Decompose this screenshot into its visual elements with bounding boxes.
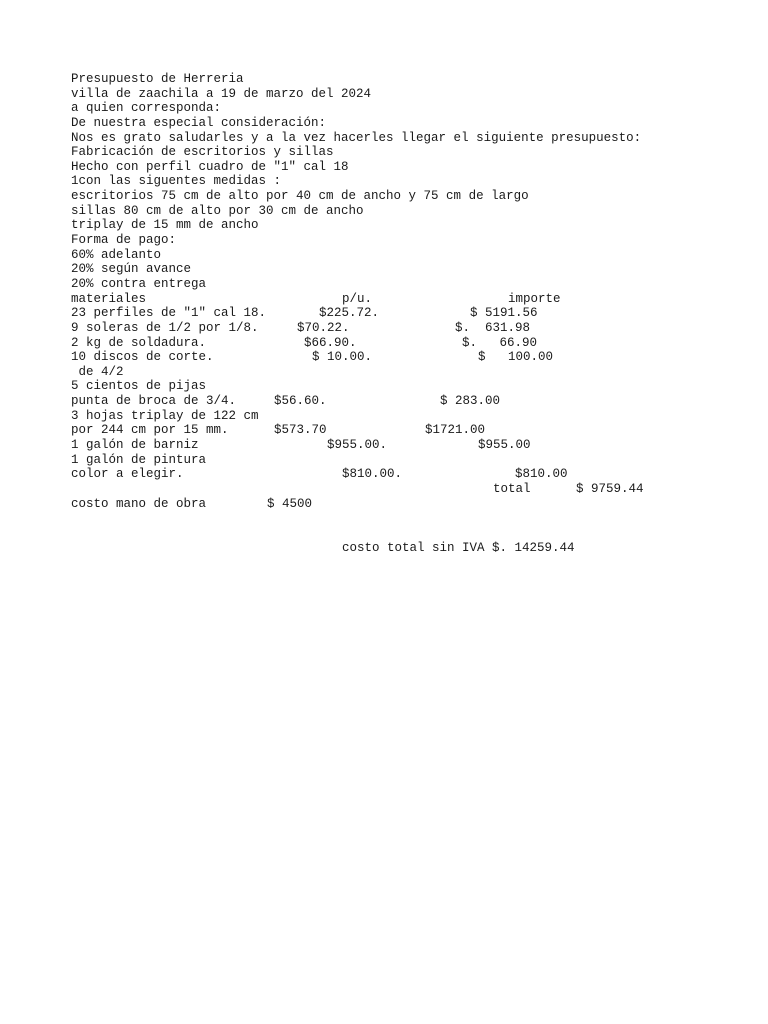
row-unit-price: $66.90. [304,335,357,350]
labor-value: $ 4500 [267,496,313,511]
table-row [71,379,731,394]
labor-label: costo mano de obra [71,496,207,511]
row-item: 1 galón de barniz [71,438,199,453]
row-unit-price: $ 10.00. [312,350,373,365]
row-item: 3 hojas triplay de 122 cm [71,408,259,423]
row-amount: $ 5191.56 [470,306,538,321]
labor-row [71,497,731,512]
payment-heading: Forma de pago: [71,233,177,248]
intro-line: Nos es grato saludarles y a la vez hacerles llegar el siguiente presupuesto: [71,130,642,145]
table-row [71,321,731,336]
row-unit-price: $70.22. [297,320,350,335]
table-row [71,350,731,365]
row-item: 1 galón de pintura [71,452,207,467]
table-row [71,365,731,380]
chair-measures: sillas 80 cm de alto por 30 cm de ancho [71,203,364,218]
table-row [71,438,731,453]
row-item: 10 discos de corte. [71,350,214,365]
row-unit-price: $56.60. [274,394,327,409]
row-amount: $1721.00 [425,423,486,438]
col-header-amount: importe [508,291,561,306]
table-row [71,394,731,409]
grand-total-row [71,541,731,556]
payment-term-2: 20% según avance [71,262,192,277]
payment-term-3: 20% contra entrega [71,276,207,291]
row-unit-price: $955.00. [327,438,388,453]
table-row [71,306,731,321]
row-amount: $. 66.90 [462,335,538,350]
table-row [71,336,731,351]
materials-table-header [71,292,731,307]
table-row [71,409,731,424]
table-row [71,423,731,438]
row-amount: $ 100.00 [478,350,554,365]
consideration-line: De nuestra especial consideración: [71,115,327,130]
grand-total: costo total sin IVA $. 14259.44 [342,540,575,555]
total-label: total [493,481,531,496]
table-row [71,453,731,468]
budget-document [71,72,731,555]
table-row [71,467,731,482]
place-date-line: villa de zaachila a 19 de marzo del 2024 [71,86,372,101]
row-item: 5 cientos de pijas [71,379,207,394]
row-amount: $ 283.00 [440,394,501,409]
row-item: de 4/2 [71,364,124,379]
col-header-unit-price: p/u. [342,291,373,306]
material-spec-line: Hecho con perfil cuadro de "1" cal 18 [71,159,349,174]
payment-term-1: 60% adelanto [71,247,162,262]
row-item: 9 soleras de 1/2 por 1/8. [71,320,259,335]
row-amount: $. 631.98 [455,320,531,335]
product-line: Fabricación de escritorios y sillas [71,145,334,160]
salutation: a quien corresponda: [71,101,222,116]
row-unit-price: $225.72. [319,306,380,321]
plywood-spec: triplay de 15 mm de ancho [71,218,259,233]
measures-intro: 1con las siguentes medidas : [71,174,282,189]
total-value: $ 9759.44 [576,481,644,496]
row-item: por 244 cm por 15 mm. [71,423,229,438]
row-item: punta de broca de 3/4. [71,394,237,409]
row-amount: $955.00 [478,438,531,453]
total-row [71,482,731,497]
row-item: 2 kg de soldadura. [71,335,207,350]
row-item: 23 perfiles de "1" cal 18. [71,306,267,321]
row-item: color a elegir. [71,467,184,482]
desk-measures: escritorios 75 cm de alto por 40 cm de ancho y 75 cm de largo [71,189,529,204]
row-unit-price: $810.00. [342,467,403,482]
doc-title: Presupuesto de Herreria [71,72,244,86]
row-unit-price: $573.70 [274,423,327,438]
row-amount: $810.00 [515,467,568,482]
col-header-materials: materiales [71,291,147,306]
